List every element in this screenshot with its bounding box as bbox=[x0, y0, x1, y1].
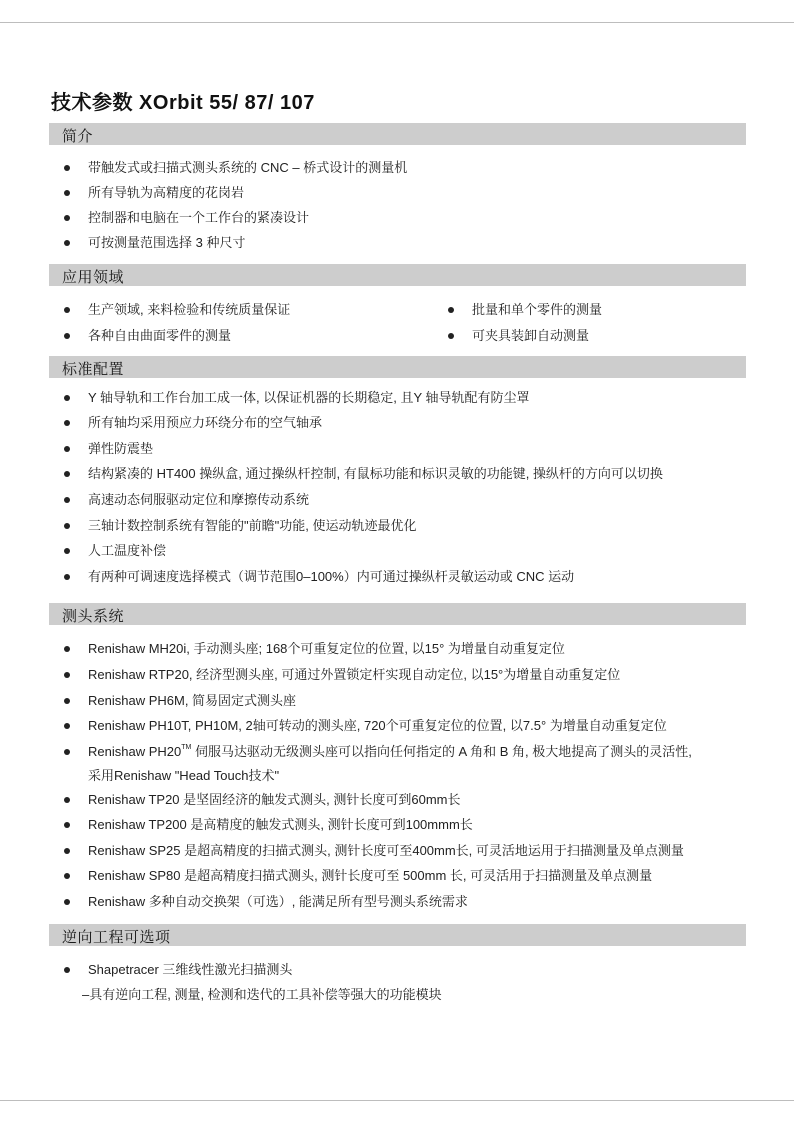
bullet bbox=[64, 672, 70, 678]
bullet bbox=[448, 333, 454, 339]
list-item: 带触发式或扫描式测头系统的 CNC – 桥式设计的测量机 bbox=[88, 160, 408, 175]
bullet bbox=[64, 215, 70, 221]
section-header-standard: 标准配置 bbox=[49, 356, 746, 378]
bullet bbox=[64, 797, 70, 803]
top-rule bbox=[0, 22, 794, 23]
bullet bbox=[64, 967, 70, 973]
list-item: 人工温度补偿 bbox=[88, 543, 167, 558]
list-item: 生产领域, 来料检验和传统质量保证 bbox=[88, 302, 291, 317]
list-item: Renishaw 多种自动交换架（可选）, 能满足所有型号测头系统需求 bbox=[88, 894, 468, 909]
list-item: Renishaw SP80 是超高精度扫描式测头, 测针长度可至 500mm 长, 可灵活用于扫描测量及单点测量 bbox=[88, 868, 653, 883]
bullet bbox=[448, 307, 454, 313]
list-item: Renishaw TP20 是坚固经济的触发式测头, 测针长度可到60mm长 bbox=[88, 792, 461, 807]
list-item: 有两种可调速度选择模式（调节范围0–100%）内可通过操纵杆灵敏运动或 CNC 运动 bbox=[88, 569, 575, 584]
bullet bbox=[64, 395, 70, 401]
section-header-applications: 应用领域 bbox=[49, 264, 746, 286]
list-item: 结构紧凑的 HT400 操纵盒, 通过操纵杆控制, 有鼠标功能和标识灵敏的功能键, 操纵杆的方向可以切换 bbox=[88, 466, 663, 481]
list-sub-item: –具有逆向工程, 测量, 检测和迭代的工具补偿等强大的功能模块 bbox=[82, 987, 442, 1002]
list-item: 批量和单个零件的测量 bbox=[472, 302, 603, 317]
list-item-ph20: Renishaw PH20™ 伺服马达驱动无级测头座可以指向任何指定的 A 角和 B 角, 极大地提高了测头的灵活性, bbox=[88, 744, 692, 759]
list-item: Renishaw PH10T, PH10M, 2轴可转动的测头座, 720个可重复定位的位置, 以7.5° 为增量自动重复定位 bbox=[88, 718, 667, 733]
bullet bbox=[64, 646, 70, 652]
bullet bbox=[64, 822, 70, 828]
list-item: Renishaw RTP20, 经济型测头座, 可通过外置锁定杆实现自动定位, 以15°为增量自动重复定位 bbox=[88, 667, 621, 682]
bullet bbox=[64, 523, 70, 529]
list-item: 控制器和电脑在一个工作台的紧凑设计 bbox=[88, 210, 310, 225]
list-item-ph20-continued: 采用Renishaw "Head Touch技术" bbox=[88, 768, 280, 783]
list-item: Renishaw TP200 是高精度的触发式测头, 测针长度可到100mmm长 bbox=[88, 817, 473, 832]
bullet bbox=[64, 165, 70, 171]
list-item: 三轴计数控制系统有智能的"前瞻"功能, 使运动轨迹最优化 bbox=[88, 518, 417, 533]
list-item: 弹性防震垫 bbox=[88, 441, 154, 456]
bullet bbox=[64, 698, 70, 704]
list-item: 所有轴均采用预应力环绕分布的空气轴承 bbox=[88, 415, 323, 430]
bottom-rule bbox=[0, 1100, 794, 1101]
section-header-intro: 简介 bbox=[49, 123, 746, 145]
section-header-reverse: 逆向工程可选项 bbox=[49, 924, 746, 946]
section-header-probe: 测头系统 bbox=[49, 603, 746, 625]
list-item: Renishaw SP25 是超高精度的扫描式测头, 测针长度可至400mm长, 可灵活地运用于扫描测量及单点测量 bbox=[88, 843, 684, 858]
list-item: Y 轴导轨和工作台加工成一体, 以保证机器的长期稳定, 且Y 轴导轨配有防尘罩 bbox=[88, 390, 530, 405]
list-item: 可按测量范围选择 3 种尺寸 bbox=[88, 235, 246, 250]
list-item: 高速动态伺服驱动定位和摩擦传动系统 bbox=[88, 492, 310, 507]
bullet bbox=[64, 333, 70, 339]
bullet bbox=[64, 190, 70, 196]
list-item: 各种自由曲面零件的测量 bbox=[88, 328, 232, 343]
bullet bbox=[64, 873, 70, 879]
bullet bbox=[64, 471, 70, 477]
bullet bbox=[64, 574, 70, 580]
list-item: Renishaw MH20i, 手动测头座; 168个可重复定位的位置, 以15° 为增量自动重复定位 bbox=[88, 641, 565, 656]
list-item: 所有导轨为高精度的花岗岩 bbox=[88, 185, 245, 200]
bullet bbox=[64, 749, 70, 755]
list-item: Shapetracer 三维线性激光扫描测头 bbox=[88, 962, 293, 977]
list-item: 可夹具装卸自动测量 bbox=[472, 328, 590, 343]
page-title: 技术参数 XOrbit 55/ 87/ 107 bbox=[51, 92, 315, 114]
bullet bbox=[64, 548, 70, 554]
bullet bbox=[64, 723, 70, 729]
list-item: Renishaw PH6M, 简易固定式测头座 bbox=[88, 693, 297, 708]
bullet bbox=[64, 446, 70, 452]
bullet bbox=[64, 848, 70, 854]
bullet bbox=[64, 240, 70, 246]
bullet bbox=[64, 420, 70, 426]
bullet bbox=[64, 497, 70, 503]
bullet bbox=[64, 899, 70, 905]
bullet bbox=[64, 307, 70, 313]
